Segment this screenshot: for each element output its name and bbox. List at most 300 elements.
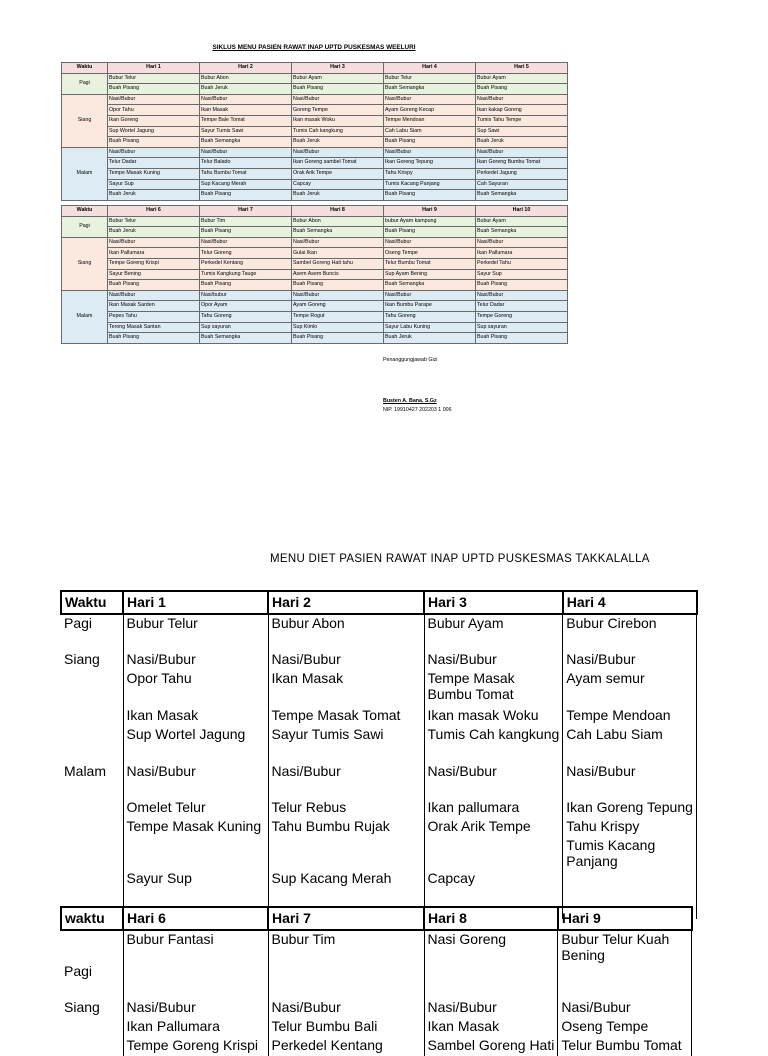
menu-cell bbox=[424, 651, 563, 670]
cycle-menu-title: SIKLUS MENU PASIEN RAWAT INAP UPTD PUSKESMAS WEELURI bbox=[212, 44, 416, 51]
column-header: Hari 6 bbox=[123, 907, 268, 930]
menu-line: Nasi/Bubur bbox=[126, 651, 196, 667]
menu-cell: Buah Jeruk bbox=[384, 333, 476, 344]
menu-cell bbox=[268, 799, 424, 818]
menu-cell bbox=[424, 726, 563, 745]
menu-cell: Buah Pisang bbox=[476, 333, 568, 344]
meal-time-label: Siang bbox=[62, 237, 108, 290]
menu-line: Tempe Mendoan bbox=[566, 707, 671, 723]
menu-cell: Gulai Ikan bbox=[292, 248, 384, 259]
menu-cell: Tempe Bale Tomat bbox=[200, 115, 292, 126]
menu-cell: Buah Semangka bbox=[476, 227, 568, 238]
menu-cell: Sayur Bening bbox=[108, 269, 200, 280]
menu-cell bbox=[123, 651, 268, 670]
menu-cell: Ikan kakap Goreng bbox=[476, 105, 568, 116]
meal-time-label: Pagi bbox=[61, 614, 123, 633]
menu-cell: Sayur Sup bbox=[108, 179, 200, 190]
menu-cell: Buah Pisang bbox=[200, 280, 292, 291]
menu-cell: Buah Pisang bbox=[476, 84, 568, 95]
menu-line: Bubur Ayam bbox=[427, 615, 504, 631]
meal-time-label: Malam bbox=[62, 290, 108, 343]
menu-cell bbox=[563, 763, 697, 782]
menu-cell: Nasi/Bubur bbox=[384, 237, 476, 248]
menu-cell: Cah Labu Siam bbox=[384, 126, 476, 137]
menu-cell: Sup sayuran bbox=[200, 322, 292, 333]
table-row bbox=[61, 799, 697, 818]
table-row bbox=[62, 216, 568, 227]
diet-menu-table-days-6-9 bbox=[60, 906, 693, 1056]
menu-line: Sayur Tumis Sawi bbox=[271, 726, 384, 742]
menu-cell bbox=[268, 726, 424, 745]
menu-cell: Asem Asem Buncis bbox=[292, 269, 384, 280]
menu-cell bbox=[558, 963, 692, 983]
menu-cell bbox=[123, 707, 268, 726]
menu-cell bbox=[563, 651, 697, 670]
menu-cell: Buah Semangka bbox=[200, 137, 292, 148]
menu-cell bbox=[424, 837, 563, 870]
column-header: Hari 7 bbox=[268, 907, 424, 930]
menu-line: Bening bbox=[561, 947, 605, 964]
menu-cell: Nasi/Bubur bbox=[108, 94, 200, 105]
menu-cell bbox=[563, 633, 697, 651]
menu-cell: Bubur Abon bbox=[292, 216, 384, 227]
column-header: Hari 9 bbox=[558, 907, 692, 930]
menu-cell bbox=[424, 707, 563, 726]
menu-cell: Tempe Rogut bbox=[292, 311, 384, 322]
menu-cell: Nasi/bubur bbox=[200, 290, 292, 301]
column-header: Hari 7 bbox=[200, 206, 292, 217]
diet-menu-sheet bbox=[0, 490, 768, 1054]
menu-cell bbox=[424, 1018, 558, 1037]
menu-cell bbox=[123, 818, 268, 837]
menu-cell bbox=[424, 745, 563, 763]
table-row bbox=[62, 147, 568, 158]
menu-cell: Buah Jeruk bbox=[292, 190, 384, 201]
menu-cell: Capcay bbox=[292, 179, 384, 190]
table-row bbox=[62, 84, 568, 95]
menu-line: Omelet Telur bbox=[126, 799, 206, 815]
table-row bbox=[62, 190, 568, 201]
menu-cell: Buah Pisang bbox=[384, 190, 476, 201]
menu-cell: Telur Dadar bbox=[476, 301, 568, 312]
menu-cell: Bubur Ayam bbox=[476, 216, 568, 227]
table-row bbox=[61, 670, 697, 707]
meal-time-label: Pagi bbox=[61, 963, 123, 983]
menu-cell: Sayur Sup bbox=[476, 269, 568, 280]
menu-cell bbox=[268, 983, 424, 999]
menu-cell: Goreng Tempe bbox=[292, 105, 384, 116]
menu-cell bbox=[123, 963, 268, 983]
table-row bbox=[62, 301, 568, 312]
table-row bbox=[62, 158, 568, 169]
meal-time-label bbox=[61, 670, 123, 707]
column-header: waktu bbox=[61, 907, 123, 930]
meal-time-label bbox=[61, 799, 123, 818]
menu-cell: Ikan Goreng Tepung bbox=[384, 158, 476, 169]
menu-cell bbox=[563, 818, 697, 837]
menu-cell bbox=[268, 818, 424, 837]
menu-line: Nasi/Bubur bbox=[271, 651, 341, 667]
menu-cell bbox=[424, 983, 558, 999]
table-row bbox=[61, 707, 697, 726]
table-row bbox=[62, 168, 568, 179]
table-row bbox=[62, 333, 568, 344]
meal-time-label bbox=[61, 930, 123, 963]
menu-cell: Nasi/Bubur bbox=[384, 147, 476, 158]
menu-cell bbox=[424, 633, 563, 651]
table-row bbox=[61, 963, 692, 983]
menu-cell bbox=[424, 818, 563, 837]
menu-cell: Tahu Bumbu Tomat bbox=[200, 168, 292, 179]
menu-cell bbox=[424, 1037, 558, 1056]
menu-line: Orak Arik Tempe bbox=[427, 818, 531, 834]
menu-cell bbox=[558, 999, 692, 1018]
menu-cell: Bubur Telur bbox=[108, 216, 200, 227]
table-row bbox=[62, 280, 568, 291]
menu-line: Tumis Cah kangkung bbox=[427, 726, 560, 742]
table-row bbox=[62, 227, 568, 238]
menu-cell: Nasi/Bubur bbox=[200, 237, 292, 248]
menu-cell bbox=[123, 763, 268, 782]
table-row bbox=[62, 322, 568, 333]
menu-cell: Buah Pisang bbox=[384, 227, 476, 238]
menu-cell: Ikan Pallumara bbox=[476, 248, 568, 259]
menu-cell bbox=[123, 782, 268, 799]
menu-cell bbox=[558, 1018, 692, 1037]
menu-line: Nasi/Bubur bbox=[271, 999, 341, 1016]
menu-cell: Buah Jeruk bbox=[108, 190, 200, 201]
menu-cell: Sayur Tumis Sawi bbox=[200, 126, 292, 137]
menu-cell bbox=[268, 782, 424, 799]
signature-name: Busten A. Bana, S.Gz bbox=[383, 398, 437, 404]
menu-line: Nasi/Bubur bbox=[126, 763, 196, 779]
menu-cell bbox=[123, 870, 268, 889]
meal-time-label bbox=[61, 1037, 123, 1056]
menu-cell: Tempe Goreng Krispi bbox=[108, 258, 200, 269]
menu-cell: Telur Balado bbox=[200, 158, 292, 169]
menu-cell: Buah Pisang bbox=[384, 137, 476, 148]
cycle-menu-sheet bbox=[0, 0, 768, 490]
table-row bbox=[61, 870, 697, 889]
menu-cell: Ayam Goreng Kecap bbox=[384, 105, 476, 116]
menu-line: Bubur Telur Kuah bbox=[561, 931, 670, 947]
menu-cell bbox=[268, 614, 424, 633]
menu-cell: Sup Kimlo bbox=[292, 322, 384, 333]
column-header: Hari 8 bbox=[292, 206, 384, 217]
menu-cell: Tempe Mendoan bbox=[384, 115, 476, 126]
menu-line: Ikan masak Woku bbox=[427, 707, 539, 723]
menu-cell: Nasi/Bubur bbox=[292, 147, 384, 158]
menu-cell: Ikan Masak Sarden bbox=[108, 301, 200, 312]
meal-time-label: Pagi bbox=[62, 73, 108, 94]
menu-cell: Bubur Tim bbox=[200, 216, 292, 227]
menu-cell: Ikan Pallumara bbox=[108, 248, 200, 259]
column-header: Hari 6 bbox=[108, 206, 200, 217]
menu-cell: Bubur Ayam bbox=[476, 73, 568, 84]
menu-cell: Sup Ayam Bening bbox=[384, 269, 476, 280]
menu-cell bbox=[268, 870, 424, 889]
menu-cell bbox=[563, 782, 697, 799]
menu-cell: Buah Semangka bbox=[476, 190, 568, 201]
column-header: Waktu bbox=[61, 591, 123, 614]
menu-cell bbox=[424, 614, 563, 633]
menu-line: Nasi Goreng bbox=[427, 931, 507, 947]
menu-cell: Nasi/Bubur bbox=[200, 147, 292, 158]
menu-cell: Buah Jeruk bbox=[476, 137, 568, 148]
menu-cell: Sup sayuran bbox=[476, 322, 568, 333]
table-row bbox=[61, 726, 697, 745]
menu-cell: Buah Semangka bbox=[384, 84, 476, 95]
meal-time-label bbox=[61, 837, 123, 870]
menu-cell: Tahu Goreng bbox=[384, 311, 476, 322]
menu-cell: Oseng Tempe bbox=[384, 248, 476, 259]
table-row bbox=[62, 258, 568, 269]
menu-cell bbox=[123, 745, 268, 763]
table-row bbox=[62, 105, 568, 116]
column-header: Hari 3 bbox=[424, 591, 563, 614]
menu-line: Tempe Masak bbox=[427, 670, 515, 686]
menu-cell: Tumis Tahu Tempe bbox=[476, 115, 568, 126]
table-row bbox=[61, 782, 697, 799]
signature-role: Penanggungjawab Gizi bbox=[383, 357, 438, 363]
menu-line: Ikan pallumara bbox=[427, 799, 520, 815]
menu-cell: Opor Ayam bbox=[200, 301, 292, 312]
table-row bbox=[61, 633, 697, 651]
menu-cell: Nasi/Bubur bbox=[200, 94, 292, 105]
cycle-menu-table-days-1-5 bbox=[61, 62, 568, 201]
menu-cell: Nasi/Bubur bbox=[384, 290, 476, 301]
menu-line: Nasi/Bubur bbox=[561, 999, 631, 1016]
menu-line: Tempe Masak Kuning bbox=[126, 818, 262, 834]
cycle-menu-table-days-6-10 bbox=[61, 205, 568, 344]
menu-cell bbox=[123, 614, 268, 633]
menu-line: Nasi/Bubur bbox=[427, 999, 497, 1016]
menu-cell bbox=[268, 963, 424, 983]
column-header: Hari 1 bbox=[108, 63, 200, 74]
diet-menu-title: MENU DIET PASIEN RAWAT INAP UPTD PUSKESMAS TAKKALALLA bbox=[270, 553, 650, 565]
menu-line: Telur Rebus bbox=[271, 799, 347, 815]
menu-cell: Buah Pisang bbox=[200, 190, 292, 201]
column-header: Hari 4 bbox=[563, 591, 697, 614]
menu-cell: Buah Pisang bbox=[292, 333, 384, 344]
table-row bbox=[62, 126, 568, 137]
menu-cell: Tempe Goreng bbox=[476, 311, 568, 322]
menu-line: Bubur Cirebon bbox=[566, 615, 657, 631]
menu-line: Perkedel Kentang bbox=[271, 1037, 383, 1054]
menu-cell bbox=[563, 837, 697, 870]
menu-cell: Perkedel Kentang bbox=[200, 258, 292, 269]
menu-line: Ikan Pallumara bbox=[126, 1018, 220, 1035]
menu-cell: Buah Semangka bbox=[200, 333, 292, 344]
menu-cell: Buah Pisang bbox=[476, 280, 568, 291]
menu-cell: Sup Kacang Merah bbox=[200, 179, 292, 190]
menu-cell: Telur Goreng bbox=[200, 248, 292, 259]
menu-line: Ikan Masak bbox=[271, 670, 344, 686]
menu-line: Telur Bumbu Tomat bbox=[561, 1037, 682, 1054]
menu-line: Nasi/Bubur bbox=[566, 763, 636, 779]
menu-cell: Buah Pisang bbox=[108, 84, 200, 95]
menu-line: Ikan Masak bbox=[126, 707, 199, 723]
table-row bbox=[62, 179, 568, 190]
menu-cell bbox=[123, 999, 268, 1018]
menu-cell bbox=[563, 614, 697, 633]
meal-time-label: Siang bbox=[61, 999, 123, 1018]
menu-cell: Buah Semangka bbox=[292, 227, 384, 238]
meal-time-label: Malam bbox=[61, 763, 123, 782]
table-row bbox=[61, 818, 697, 837]
menu-cell bbox=[563, 745, 697, 763]
menu-line: Cah Labu Siam bbox=[566, 726, 663, 742]
menu-cell: Ikan Bumbu Parape bbox=[384, 301, 476, 312]
menu-cell bbox=[424, 999, 558, 1018]
table-row bbox=[62, 137, 568, 148]
menu-line: Panjang bbox=[566, 853, 618, 870]
header-row bbox=[61, 907, 692, 930]
menu-cell: Buah Pisang bbox=[108, 280, 200, 291]
menu-line: Tempe Goreng Krispi bbox=[126, 1037, 259, 1054]
menu-cell bbox=[123, 983, 268, 999]
menu-cell: Buah Pisang bbox=[108, 137, 200, 148]
menu-cell: Pepes Tahu bbox=[108, 311, 200, 322]
menu-line: Nasi/Bubur bbox=[427, 651, 497, 667]
menu-cell bbox=[123, 930, 268, 963]
menu-cell: Ikan Goreng bbox=[108, 115, 200, 126]
menu-cell: Nasi/Bubur bbox=[476, 94, 568, 105]
column-header: Hari 9 bbox=[384, 206, 476, 217]
menu-cell bbox=[424, 782, 563, 799]
menu-cell: Nasi/Bubur bbox=[108, 147, 200, 158]
menu-cell bbox=[123, 799, 268, 818]
meal-time-label: Siang bbox=[61, 651, 123, 670]
menu-cell bbox=[563, 870, 697, 889]
menu-cell bbox=[563, 726, 697, 745]
table-row bbox=[61, 1018, 692, 1037]
diet-menu-table-days-1-4 bbox=[60, 590, 698, 919]
menu-cell: Tumis Kacang Panjang bbox=[384, 179, 476, 190]
menu-line: Oseng Tempe bbox=[561, 1018, 649, 1035]
menu-cell: Nasi/Bubur bbox=[292, 290, 384, 301]
signature-nip: NIP. 19910427 202203 1 006 bbox=[383, 407, 452, 413]
menu-cell bbox=[268, 1037, 424, 1056]
menu-line: Nasi/Bubur bbox=[271, 763, 341, 779]
menu-cell: Perkedel Jagung bbox=[476, 168, 568, 179]
menu-cell bbox=[424, 763, 563, 782]
table-row bbox=[62, 237, 568, 248]
menu-cell: Tumis Kangkung Tauge bbox=[200, 269, 292, 280]
table-row bbox=[61, 1037, 692, 1056]
meal-time-label bbox=[61, 745, 123, 763]
menu-cell bbox=[268, 745, 424, 763]
table-row bbox=[61, 745, 697, 763]
table-row bbox=[62, 73, 568, 84]
menu-cell: Telur Dadar bbox=[108, 158, 200, 169]
menu-cell bbox=[268, 1018, 424, 1037]
header-row bbox=[61, 591, 697, 614]
menu-cell: Cah Sayuran bbox=[476, 179, 568, 190]
menu-cell: Bubur Telur bbox=[108, 73, 200, 84]
menu-line: Bubur Fantasi bbox=[126, 931, 214, 947]
menu-cell: Tumis Cah kangkung bbox=[292, 126, 384, 137]
table-row bbox=[61, 614, 697, 633]
menu-cell: Sup Sawi bbox=[476, 126, 568, 137]
menu-line: Bubur Abon bbox=[271, 615, 345, 631]
menu-line: Telur Bumbu Bali bbox=[271, 1018, 378, 1035]
menu-cell bbox=[424, 963, 558, 983]
menu-cell bbox=[424, 870, 563, 889]
menu-line: Tempe Masak Tomat bbox=[271, 707, 401, 723]
menu-cell: Bubur Telur bbox=[384, 73, 476, 84]
menu-cell bbox=[268, 763, 424, 782]
menu-cell bbox=[268, 670, 424, 707]
menu-cell: Telur Bumbu Tomat bbox=[384, 258, 476, 269]
table-row bbox=[62, 248, 568, 259]
menu-cell bbox=[123, 670, 268, 707]
table-row bbox=[62, 269, 568, 280]
menu-cell bbox=[424, 930, 558, 963]
menu-line: Ikan Masak bbox=[427, 1018, 500, 1035]
menu-line: Ayam semur bbox=[566, 670, 645, 686]
menu-cell: Bubur Ayam bbox=[292, 73, 384, 84]
menu-cell: bubur Ayam kampung bbox=[384, 216, 476, 227]
menu-cell: Perkedel Tahu bbox=[476, 258, 568, 269]
meal-time-label bbox=[61, 707, 123, 726]
menu-cell bbox=[123, 1037, 268, 1056]
menu-line: Opor Tahu bbox=[126, 670, 192, 686]
menu-cell bbox=[123, 1018, 268, 1037]
menu-line: Bubur Telur bbox=[126, 615, 198, 631]
menu-cell: Buah Pisang bbox=[108, 333, 200, 344]
table-row bbox=[61, 651, 697, 670]
menu-cell bbox=[268, 651, 424, 670]
menu-line: Capcay bbox=[427, 870, 475, 886]
menu-line: Sup Kacang Merah bbox=[271, 870, 392, 886]
table-row bbox=[61, 983, 692, 999]
column-header: Hari 3 bbox=[292, 63, 384, 74]
menu-cell: Buah Jeruk bbox=[200, 84, 292, 95]
meal-time-label bbox=[61, 983, 123, 999]
meal-time-label bbox=[61, 633, 123, 651]
meal-time-label bbox=[61, 1018, 123, 1037]
menu-cell bbox=[558, 1037, 692, 1056]
menu-cell bbox=[424, 799, 563, 818]
menu-cell bbox=[123, 837, 268, 870]
menu-cell bbox=[424, 670, 563, 707]
column-header: Hari 8 bbox=[424, 907, 558, 930]
table-row bbox=[61, 763, 697, 782]
menu-cell bbox=[123, 726, 268, 745]
menu-cell: Nasi/Bubur bbox=[292, 237, 384, 248]
menu-line: Nasi/Bubur bbox=[566, 651, 636, 667]
meal-time-label bbox=[61, 870, 123, 889]
menu-cell: Ikan Goreng Bumbu Tomat bbox=[476, 158, 568, 169]
meal-time-label: Pagi bbox=[62, 216, 108, 237]
menu-line: Nasi/Bubur bbox=[126, 999, 196, 1016]
menu-cell: Buah Semangka bbox=[384, 280, 476, 291]
menu-cell bbox=[268, 930, 424, 963]
table-row bbox=[62, 115, 568, 126]
menu-cell: Buah Jeruk bbox=[292, 137, 384, 148]
menu-line: Bumbu Tomat bbox=[427, 686, 514, 703]
menu-cell: Sayur Labu Kuning bbox=[384, 322, 476, 333]
menu-cell: Ayam Goreng bbox=[292, 301, 384, 312]
menu-cell: Tahu Krispy bbox=[384, 168, 476, 179]
meal-time-label bbox=[61, 726, 123, 745]
table-row bbox=[61, 999, 692, 1018]
meal-time-label bbox=[61, 782, 123, 799]
meal-time-label: Siang bbox=[62, 94, 108, 147]
menu-line: Tahu Krispy bbox=[566, 818, 640, 834]
menu-cell bbox=[558, 930, 692, 963]
